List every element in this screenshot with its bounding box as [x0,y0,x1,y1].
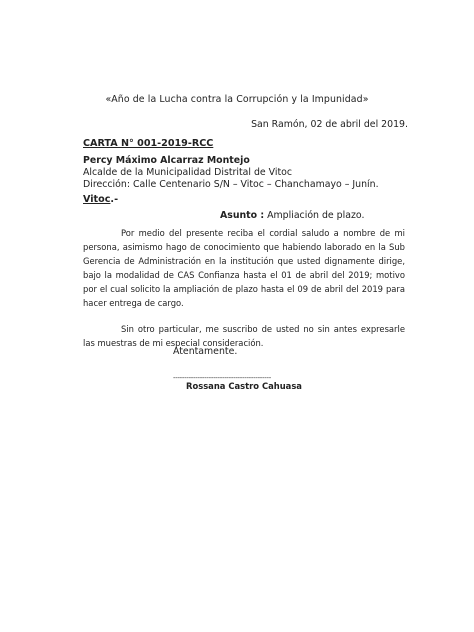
letter-body [83,226,405,362]
letter-date: San Ramón, 02 de abril del 2019. [251,119,408,130]
subject-text: Ampliación de plazo. [267,210,365,221]
letter-number: CARTA N° 001-2019-RCC [83,138,214,149]
signature-line: -------------------------------------------- [173,374,271,382]
signature-name: Rossana Castro Cahuasa [186,381,302,391]
greeting-place-name: Vitoc [83,194,111,205]
greeting-suffix: .- [110,194,119,205]
body-paragraph-2: Sin otro particular, me suscribo de usted no sin antes expresarle las muestras de mi especial consideración. [83,324,405,348]
recipient-name: Percy Máximo Alcarraz Montejo [83,155,250,166]
subject-label: Asunto : [220,210,265,221]
recipient-block [83,155,379,191]
body-paragraph-1: Por medio del presente reciba el cordial saludo a nombre de mi persona, asimismo hago de conocimiento que habiendo laborado en la Sub Gerencia de Administración en la institución que usted dignamente dirige, bajo la modalidad de CAS Confianza hasta el 01 de abril del 2019; motivo por el cual solicito la ampliación de plazo hasta el 09 de abril del 2019 para hacer entrega de cargo. [83,228,405,308]
year-motto: «Año de la Lucha contra la Corrupción y la Impunidad» [105,94,369,105]
subject-line [220,210,364,221]
closing-text: Atentamente. [173,346,238,357]
recipient-address: Dirección: Calle Centenario S/N – Vitoc – Chanchamayo – Junín. [83,179,379,190]
greeting-place [83,194,118,205]
recipient-position: Alcalde de la Municipalidad Distrital de Vitoc [83,167,293,178]
